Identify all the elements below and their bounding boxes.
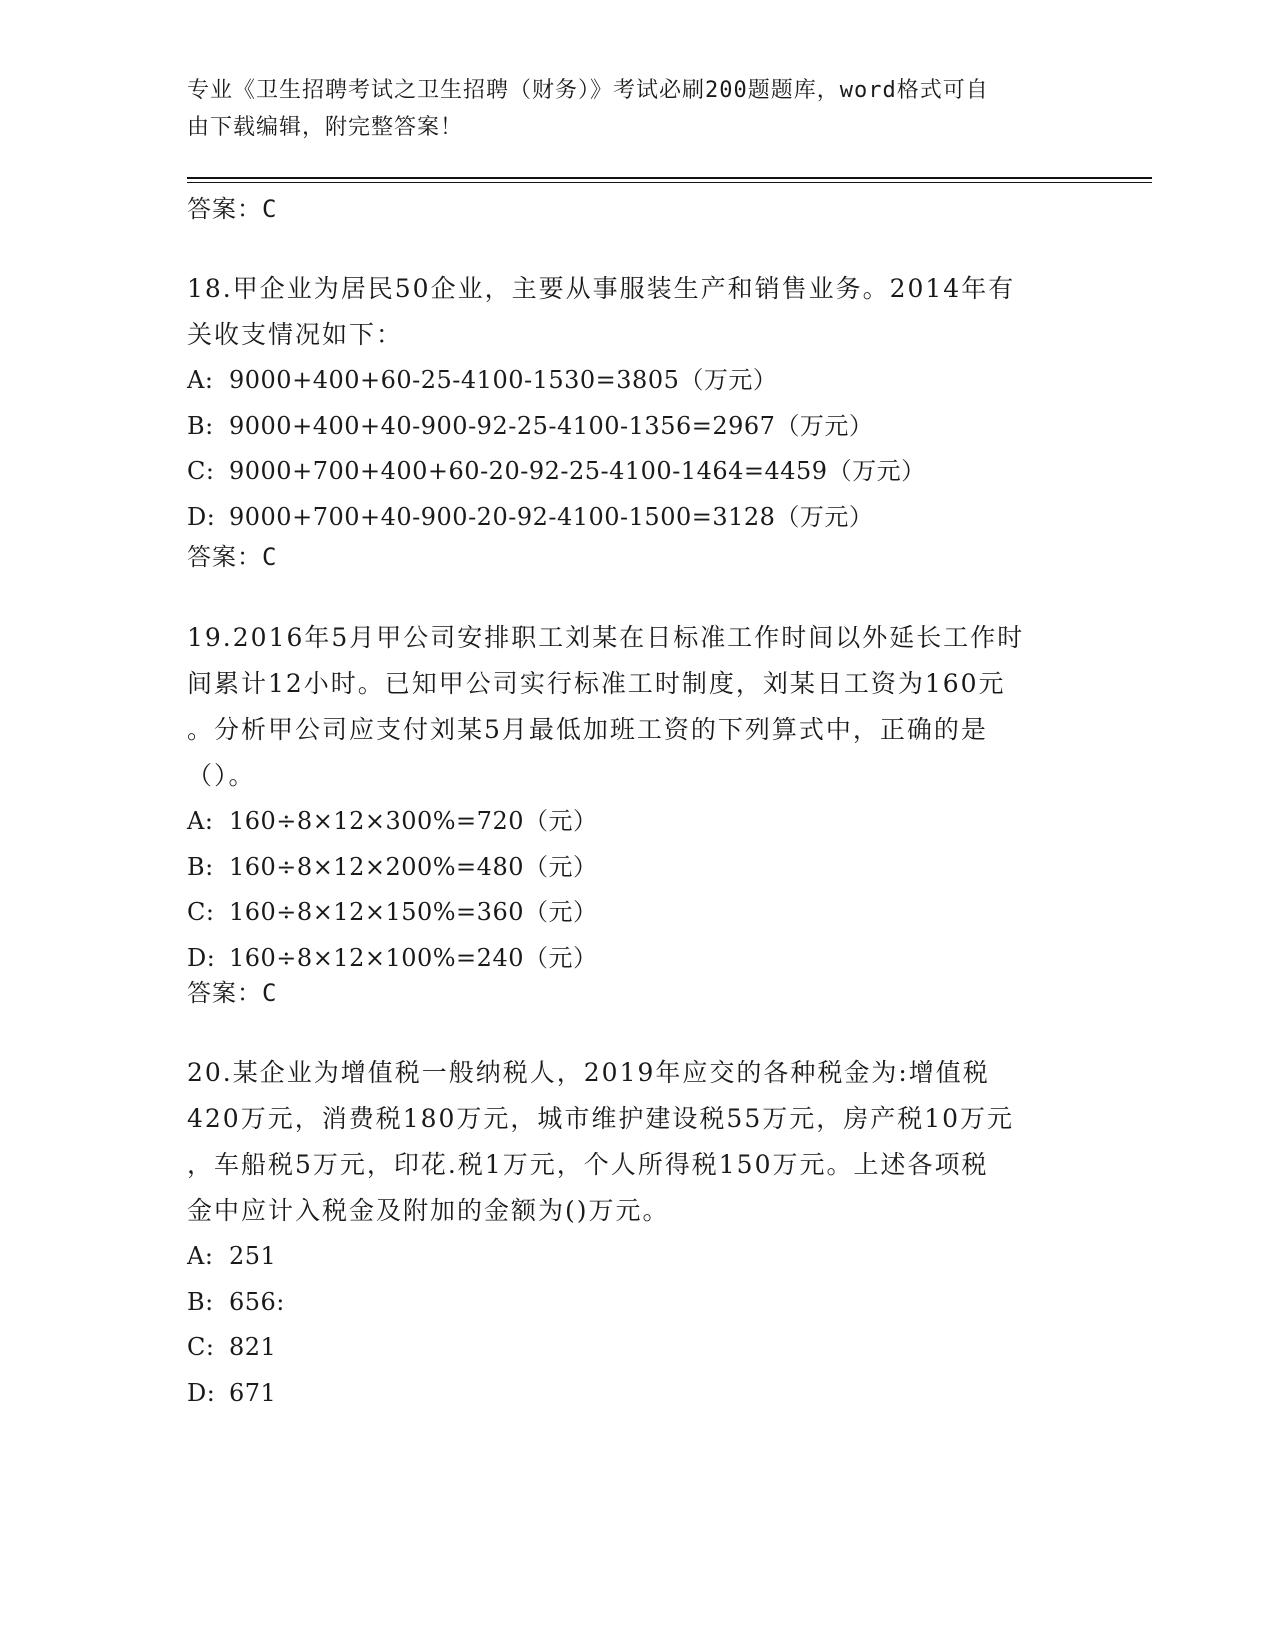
option-b	[187, 1280, 1087, 1326]
option-d	[187, 1371, 1087, 1417]
option-letter: A:	[187, 366, 214, 394]
option-a	[187, 799, 1087, 845]
header-divider-thick	[187, 177, 1152, 179]
option-b	[187, 845, 1087, 891]
header-divider-thin	[187, 182, 1152, 183]
stem-line: （）。	[187, 761, 256, 790]
header-line-1: 专业《卫生招聘考试之卫生招聘（财务）》考试必刷200题题库，word格式可自	[187, 78, 989, 103]
option-letter: A:	[187, 807, 214, 835]
question-stem	[187, 266, 1087, 358]
header-line-2: 由下载编辑，附完整答案！	[187, 115, 464, 140]
option-text: 160÷8×12×200%=480（元）	[229, 852, 598, 881]
option-text: 160÷8×12×100%=240（元）	[229, 943, 598, 972]
answer-previous: 答案：C	[187, 195, 278, 223]
option-text: 160÷8×12×150%=360（元）	[229, 898, 598, 926]
question-20	[187, 1050, 1087, 1416]
option-letter: B:	[187, 1287, 214, 1316]
option-letter: C:	[187, 898, 215, 926]
option-a	[187, 358, 1087, 404]
option-d	[187, 495, 1087, 541]
option-text: 656:	[229, 1287, 285, 1316]
option-letter: A:	[187, 1242, 214, 1270]
option-text: 251	[229, 1242, 277, 1270]
option-text: 160÷8×12×300%=720（元）	[229, 807, 598, 835]
stem-line: 。分析甲公司应支付刘某5月最低加班工资的下列算式中，正确的是	[187, 715, 988, 744]
stem-line: 金中应计入税金及附加的金额为()万元。	[187, 1196, 670, 1225]
question-19	[187, 615, 1087, 981]
stem-line: 19.2016年5月甲公司安排职工刘某在日标准工作时间以外延长工作时	[187, 623, 1025, 652]
option-letter: B:	[187, 411, 214, 440]
option-text: 9000+700+40-900-20-92-4100-1500=3128（万元）	[229, 502, 874, 531]
option-letter: B:	[187, 852, 214, 881]
option-b	[187, 404, 1087, 450]
option-d	[187, 936, 1087, 982]
stem-line: 20.某企业为增值税一般纳税人，2019年应交的各种税金为:增值税	[187, 1058, 990, 1087]
option-text: 9000+700+400+60-20-92-25-4100-1464=4459（万元）	[229, 457, 926, 485]
option-letter: C:	[187, 457, 215, 485]
stem-line: ，车船税5万元，印花.税1万元，个人所得税150万元。上述各项税	[187, 1150, 989, 1179]
option-c	[187, 1325, 1087, 1371]
question-18	[187, 266, 1087, 540]
question-stem	[187, 615, 1087, 799]
document-header	[187, 72, 1067, 146]
option-a	[187, 1234, 1087, 1280]
option-text: 9000+400+40-900-92-25-4100-1356=2967（万元）	[229, 411, 874, 440]
answer-18: 答案：C	[187, 543, 278, 571]
option-letter: D:	[187, 502, 216, 531]
stem-line: 420万元，消费税180万元，城市维护建设税55万元，房产税10万元	[187, 1104, 1015, 1133]
option-text: 9000+400+60-25-4100-1530=3805（万元）	[229, 366, 778, 394]
question-stem	[187, 1050, 1087, 1234]
option-text: 671	[229, 1378, 277, 1407]
option-letter: D:	[187, 943, 216, 972]
option-c	[187, 890, 1087, 936]
stem-line: 18.甲企业为居民50企业，主要从事服装生产和销售业务。2014年有	[187, 274, 1016, 303]
option-text: 821	[229, 1333, 277, 1361]
answer-19: 答案：C	[187, 979, 278, 1007]
option-c	[187, 449, 1087, 495]
option-letter: D:	[187, 1378, 216, 1407]
stem-line: 关收支情况如下：	[187, 320, 404, 349]
option-letter: C:	[187, 1333, 215, 1361]
stem-line: 间累计12小时。已知甲公司实行标准工时制度，刘某日工资为160元	[187, 669, 1006, 698]
